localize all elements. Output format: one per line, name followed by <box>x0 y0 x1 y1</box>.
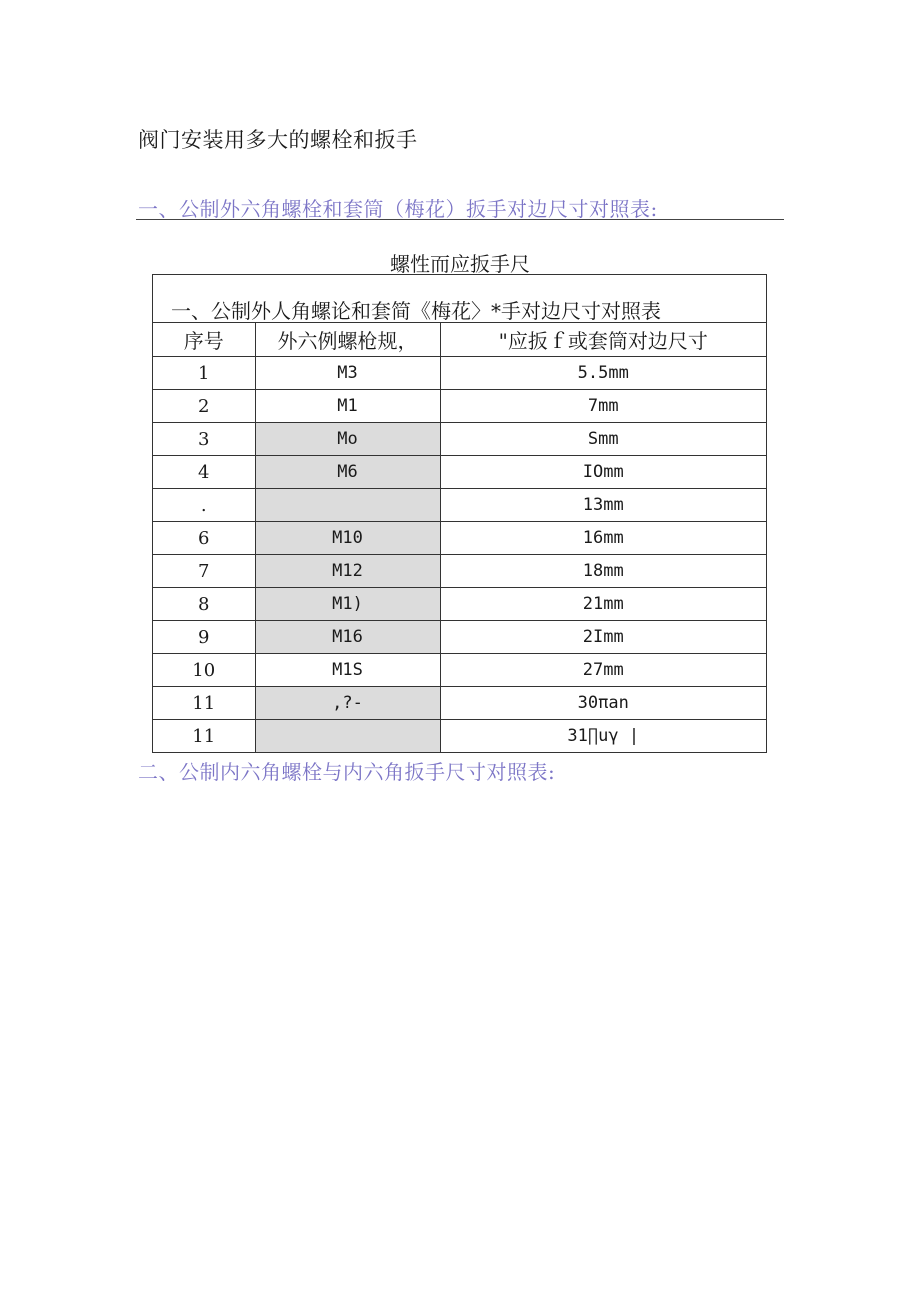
bolt-spec-cell: M12 <box>255 555 440 588</box>
row-number-cell: 1 <box>153 357 255 390</box>
wrench-size-cell: 2Imm <box>440 621 766 654</box>
bolt-spec-cell: M3 <box>255 357 440 390</box>
row-number-cell: . <box>153 489 255 522</box>
column-header-bolt-spec: 外六例螺枪规， <box>255 323 440 357</box>
row-number-cell: 11 <box>153 720 255 753</box>
bolt-spec-cell: M10 <box>255 522 440 555</box>
row-number-cell: 2 <box>153 390 255 423</box>
section-two-heading: 二、公制内六角螺栓与内六角扳手尺寸对照表: <box>138 760 556 784</box>
bolt-spec-cell: M1 <box>255 390 440 423</box>
row-number-cell: 11 <box>153 687 255 720</box>
row-number-cell: 7 <box>153 555 255 588</box>
table-row <box>153 555 766 588</box>
wrench-size-cell: Smm <box>440 423 766 456</box>
row-number-cell: 9 <box>153 621 255 654</box>
wrench-size-cell: 13mm <box>440 489 766 522</box>
bolt-wrench-grid <box>153 323 766 752</box>
section-divider <box>136 219 784 220</box>
wrench-size-cell: 7mm <box>440 390 766 423</box>
wrench-size-cell: 21mm <box>440 588 766 621</box>
table-row <box>153 456 766 489</box>
bolt-spec-cell: M1) <box>255 588 440 621</box>
table-caption: 螺性而应扳手尺 <box>390 252 530 276</box>
wrench-size-cell: 18mm <box>440 555 766 588</box>
column-header-wrench-size: "应扳ｆ或套筒对边尺寸 <box>440 323 766 357</box>
wrench-size-cell: 27mm <box>440 654 766 687</box>
bolt-spec-cell: M1S <box>255 654 440 687</box>
wrench-size-cell: 30πan <box>440 687 766 720</box>
table-row <box>153 654 766 687</box>
bolt-spec-cell: ,?- <box>255 687 440 720</box>
column-header-number: 序号 <box>153 323 255 357</box>
table-row <box>153 621 766 654</box>
table-row <box>153 357 766 390</box>
row-number-cell: 6 <box>153 522 255 555</box>
table-row <box>153 423 766 456</box>
bolt-spec-cell: M16 <box>255 621 440 654</box>
wrench-size-cell: 31∏uγ | <box>567 726 640 746</box>
row-number-cell: 4 <box>153 456 255 489</box>
table-row <box>153 522 766 555</box>
table-row <box>153 720 766 753</box>
wrench-size-cell: IOmm <box>440 456 766 489</box>
table-header-row <box>153 323 766 357</box>
wrench-size-cell: 5.5mm <box>440 357 766 390</box>
page-title: 阀门安装用多大的螺栓和扳手 <box>138 128 418 152</box>
bolt-spec-cell <box>255 489 440 522</box>
bolt-spec-cell <box>255 720 440 753</box>
bolt-spec-cell: M6 <box>255 456 440 489</box>
wrench-size-cell: 16mm <box>440 522 766 555</box>
table-row <box>153 489 766 522</box>
row-number-cell: 8 <box>153 588 255 621</box>
table-title: 一、公制外人角螺论和套简《梅花〉*手对边尺寸对照表 <box>153 275 766 323</box>
table-row <box>153 687 766 720</box>
bolt-wrench-table <box>152 274 767 753</box>
table-row <box>153 588 766 621</box>
bolt-spec-cell: Mo <box>255 423 440 456</box>
row-number-cell: 3 <box>153 423 255 456</box>
section-one-heading: 一、公制外六角螺栓和套筒（梅花）扳手对边尺寸对照表: <box>138 197 658 221</box>
row-number-cell: 10 <box>153 654 255 687</box>
table-row <box>153 390 766 423</box>
